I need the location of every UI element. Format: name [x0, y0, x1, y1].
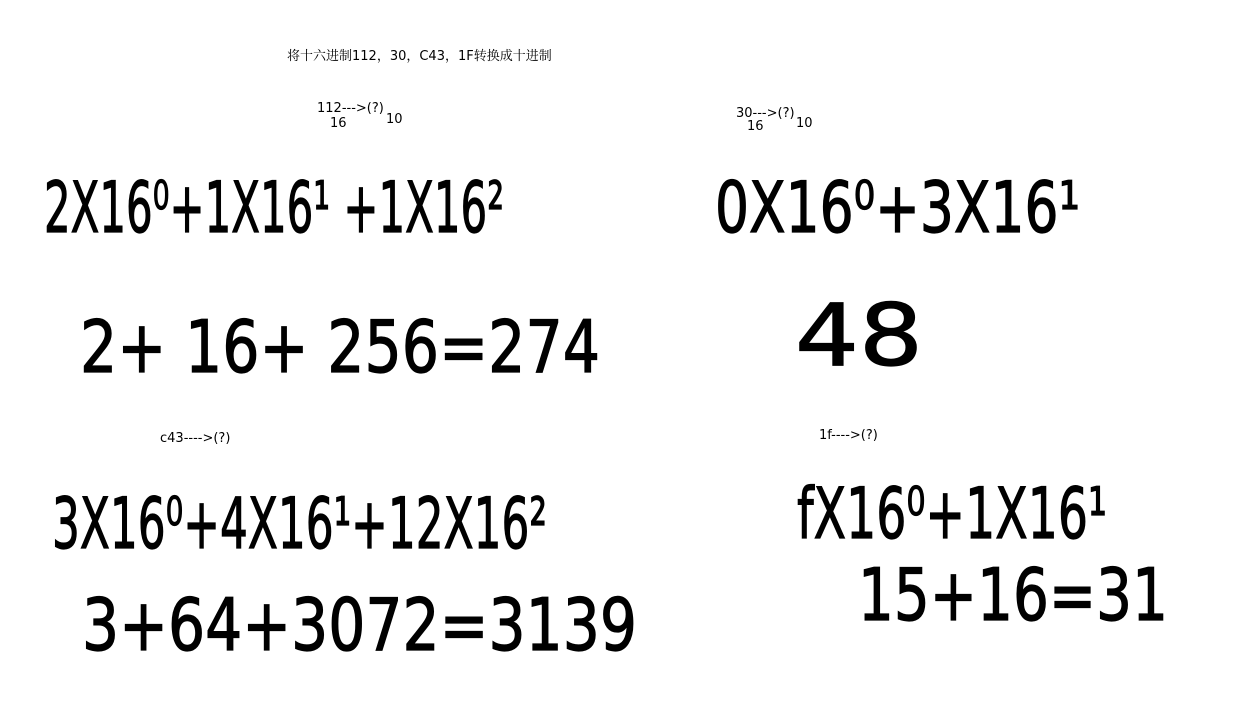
problem-3-expansion: 3X16⁰+4X16¹+12X16²	[52, 483, 547, 565]
problem-4-result: 15+16=31	[858, 553, 1168, 637]
problem-2-label: 30--->(?)	[736, 106, 795, 121]
problem-1-from-base: 16	[330, 116, 347, 131]
problem-2-expansion: 0X16⁰+3X16¹	[715, 167, 1080, 249]
problem-3-result: 3+64+3072=3139	[82, 583, 637, 667]
problem-1-to-base: 10	[386, 112, 403, 127]
problem-1-label: 112--->(?)	[317, 101, 384, 116]
problem-4-expansion: fX16⁰+1X16¹	[797, 473, 1107, 555]
problem-1-expansion: 2X16⁰+1X16¹ +1X16²	[44, 167, 504, 249]
problem-2-result: 48	[795, 286, 923, 386]
problem-2-to-base: 10	[796, 116, 813, 131]
page-title: 将十六进制112，30，C43，1F转换成十进制	[287, 49, 552, 64]
problem-4-label: 1f---->(?)	[819, 428, 878, 443]
problem-2-from-base: 16	[747, 119, 764, 134]
problem-3-label: c43---->(?)	[160, 431, 231, 446]
problem-1-result: 2+ 16+ 256=274	[80, 305, 600, 389]
